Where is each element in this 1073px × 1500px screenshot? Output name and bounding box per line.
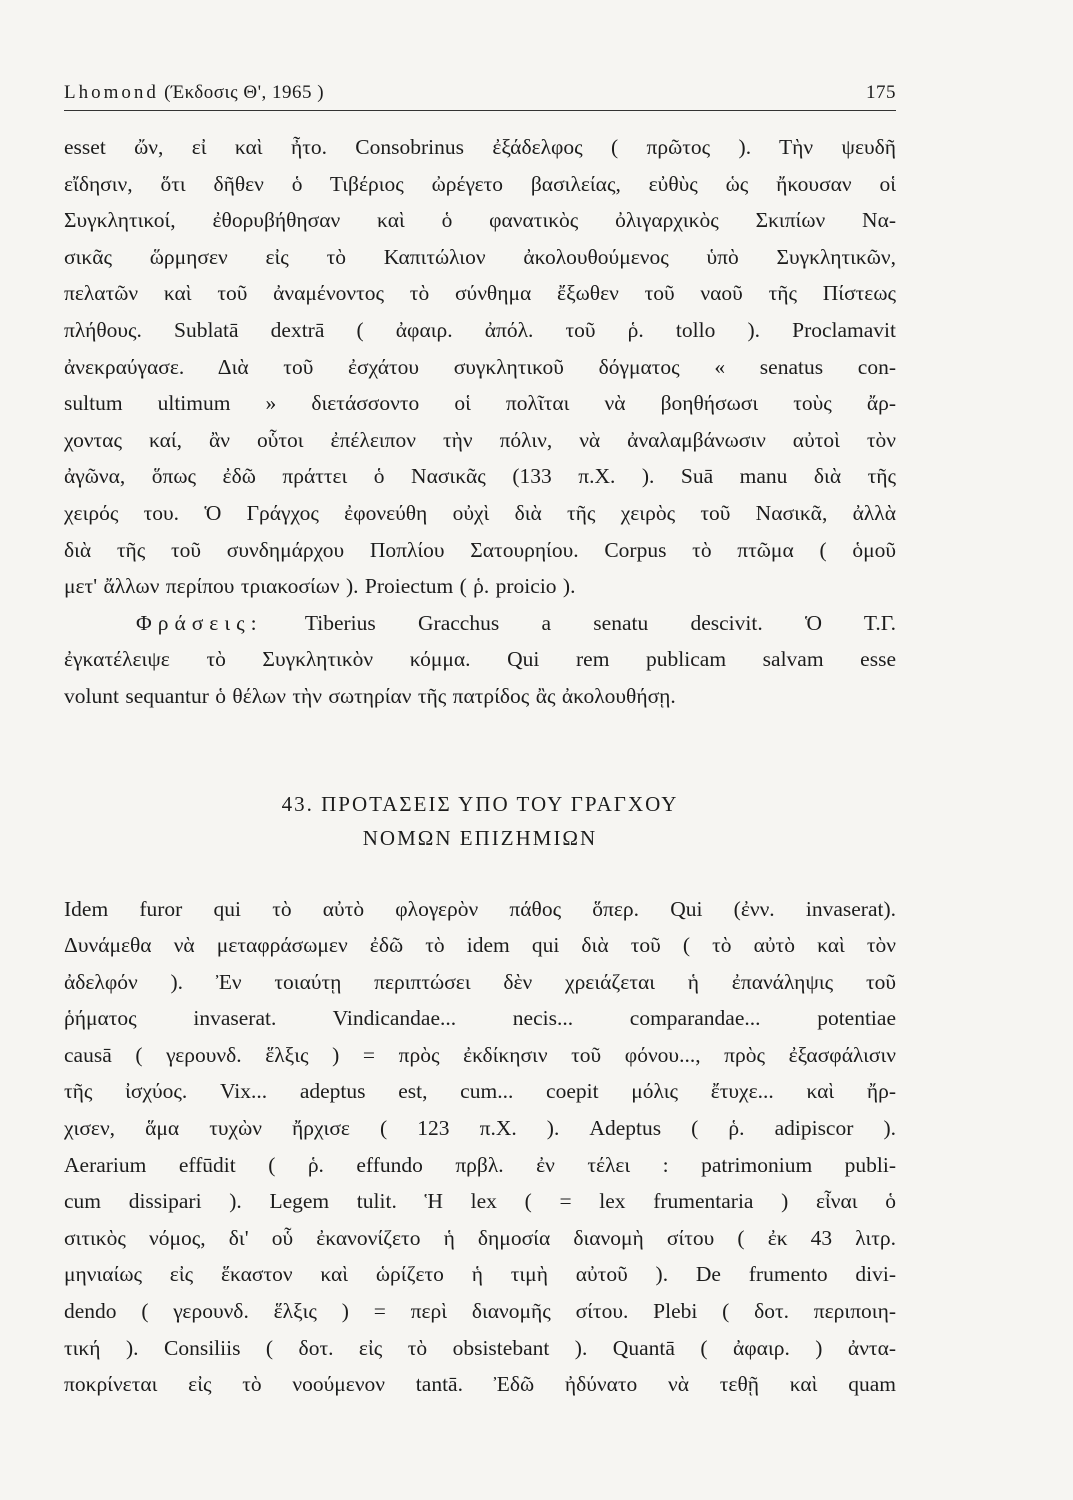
running-head-left bbox=[64, 82, 324, 104]
text-line: σικᾶς ὥρμησεν εἰς τὸ Καπιτώλιον ἀκολουθούμενος ὑπὸ Συγκλητικῶν, bbox=[64, 244, 896, 269]
text-line: ἀγῶνα, ὅπως ἐδῶ πράττει ὁ Νασικᾶς (133 π.Χ. ). Suā manu διὰ τῆς bbox=[64, 464, 896, 489]
text-line: causā ( γερουνδ. ἕλξις ) = πρὸς ἐκδίκησιν τοῦ φόνου..., πρὸς ἐξασφάλισιν bbox=[64, 1042, 896, 1067]
text-line: σιτικὸς νόμος, δι' οὗ ἐκανονίζετο ἡ δημοσία διανομὴ σίτου ( ἐκ 43 λιτρ. bbox=[64, 1225, 896, 1250]
text-line: dendo ( γερουνδ. ἕλξις ) = περὶ διανομῆς σίτου. Plebi ( δοτ. περιποιη- bbox=[64, 1299, 896, 1324]
text-line: ἐγκατέλειψε τὸ Συγκλητικὸν κόμμα. Qui rem publicam salvam esse bbox=[64, 647, 896, 672]
author-name: Lhomond bbox=[64, 82, 159, 103]
text-line: sultum ultimum » διετάσσοντο οἱ πολῖται νὰ βοηθήσωσι τοὺς ἄρ- bbox=[64, 391, 896, 416]
text-line: Aerarium effūdit ( ῥ. effundo πρβλ. ἐν τέλει : patrimonium publi- bbox=[64, 1152, 896, 1177]
running-head bbox=[64, 82, 896, 111]
phrases-line bbox=[64, 605, 896, 642]
text-line: χοντας καί, ἂν οὗτοι ἐπέλειπον τὴν πόλιν, νὰ ἀναλαμβάνωσιν αὐτοὶ τὸν bbox=[64, 427, 896, 452]
edition-info: (Έκδοσις Θ', 1965 ) bbox=[164, 82, 325, 103]
phrases-text: Tiberius Gracchus a senatu descivit. Ὁ Τ.Γ. bbox=[304, 610, 896, 635]
heading-line-1: 43. ΠΡΟΤΑΣΕΙΣ ΥΠΟ ΤΟΥ ΓΡΑΓΧΟΥ bbox=[281, 791, 679, 816]
section2-text bbox=[64, 891, 896, 1403]
phrases-label: Φράσεις: bbox=[136, 610, 263, 635]
text-line: volunt sequantur ὁ θέλων τὴν σωτηρίαν τῆς πατρίδος ἂς ἀκολουθήσῃ. bbox=[64, 683, 676, 708]
text-line: τική ). Consiliis ( δοτ. εἰς τὸ obsistebant ). Quantā ( ἀφαιρ. ) ἀντα- bbox=[64, 1335, 896, 1360]
text-line: cum dissipari ). Legem tulit. Ἡ lex ( = lex frumentaria ) εἶναι ὁ bbox=[64, 1189, 896, 1214]
text-line: πλήθους. Sublatā dextrā ( ἀφαιρ. ἀπόλ. τοῦ ῥ. tollo ). Proclamavit bbox=[64, 317, 896, 342]
text-line: Συγκλητικοί, ἐθορυβήθησαν καὶ ὁ φανατικὸς ὀλιγαρχικὸς Σκιπίων Να- bbox=[64, 208, 896, 233]
text-line: εἴδησιν, ὅτι δῆθεν ὁ Τιβέριος ὠρέγετο βασιλείας, εὐθὺς ὡς ἤκουσαν οἱ bbox=[64, 171, 896, 196]
text-line: χειρός του. Ὁ Γράγχος ἐφονεύθη οὐχὶ διὰ τῆς χειρὸς τοῦ Νασικᾶ, ἀλλὰ bbox=[64, 500, 896, 525]
text-line: μετ' ἄλλων περίπου τριακοσίων ). Proiectum ( ῥ. proicio ). bbox=[64, 574, 576, 599]
text-line: Δυνάμεθα νὰ μεταφράσωμεν ἐδῶ τὸ idem qui διὰ τοῦ ( τὸ αὐτὸ καὶ τὸν bbox=[64, 933, 896, 958]
text-line: πελατῶν καὶ τοῦ ἀναμένοντος τὸ σύνθημα ἔξωθεν τοῦ ναοῦ τῆς Πίστεως bbox=[64, 281, 896, 306]
text-line: ποκρίνεται εἰς τὸ νοούμενον tantā. Ἐδῶ ἠδύνατο νὰ τεθῇ καὶ quam bbox=[64, 1372, 896, 1397]
text-line: ἀδελφόν ). Ἐν τοιαύτῃ περιπτώσει δὲν χρειάζεται ἡ ἐπανάληψις τοῦ bbox=[64, 969, 896, 994]
section1-text bbox=[64, 129, 896, 715]
text-line: ῥήματος invaserat. Vindicandae... necis... comparandae... potentiae bbox=[64, 1006, 896, 1031]
text-line: ἀνεκραύγασε. Διὰ τοῦ ἐσχάτου συγκλητικοῦ δόγματος « senatus con- bbox=[64, 354, 896, 379]
text-line: τῆς ἰσχύος. Vix... adeptus est, cum... coepit μόλις ἔτυχε... καὶ ἤρ- bbox=[64, 1079, 896, 1104]
text-line: μηνιαίως εἰς ἕκαστον καὶ ὡρίζετο ἡ τιμὴ αὐτοῦ ). De frumento divi- bbox=[64, 1262, 896, 1287]
page bbox=[64, 82, 896, 1403]
text-line: Idem furor qui τὸ αὐτὸ φλογερὸν πάθος ὅπερ. Qui (ἐνν. invaserat). bbox=[64, 896, 896, 921]
section-heading bbox=[64, 787, 896, 855]
text-line: esset ὤν, εἰ καὶ ἦτο. Consobrinus ἐξάδελφος ( πρῶτος ). Τὴν ψευδῆ bbox=[64, 135, 896, 159]
text-line: διὰ τῆς τοῦ συνδημάρχου Ποπλίου Σατουρηίου. Corpus τὸ πτῶμα ( ὁμοῦ bbox=[64, 537, 896, 562]
page-number: 175 bbox=[866, 82, 896, 103]
heading-line-2: ΝΟΜΩΝ ΕΠΙΖΗΜΙΩΝ bbox=[362, 825, 598, 850]
text-line: χισεν, ἅμα τυχὼν ἤρχισε ( 123 π.Χ. ). Adeptus ( ῥ. adipiscor ). bbox=[64, 1116, 896, 1141]
